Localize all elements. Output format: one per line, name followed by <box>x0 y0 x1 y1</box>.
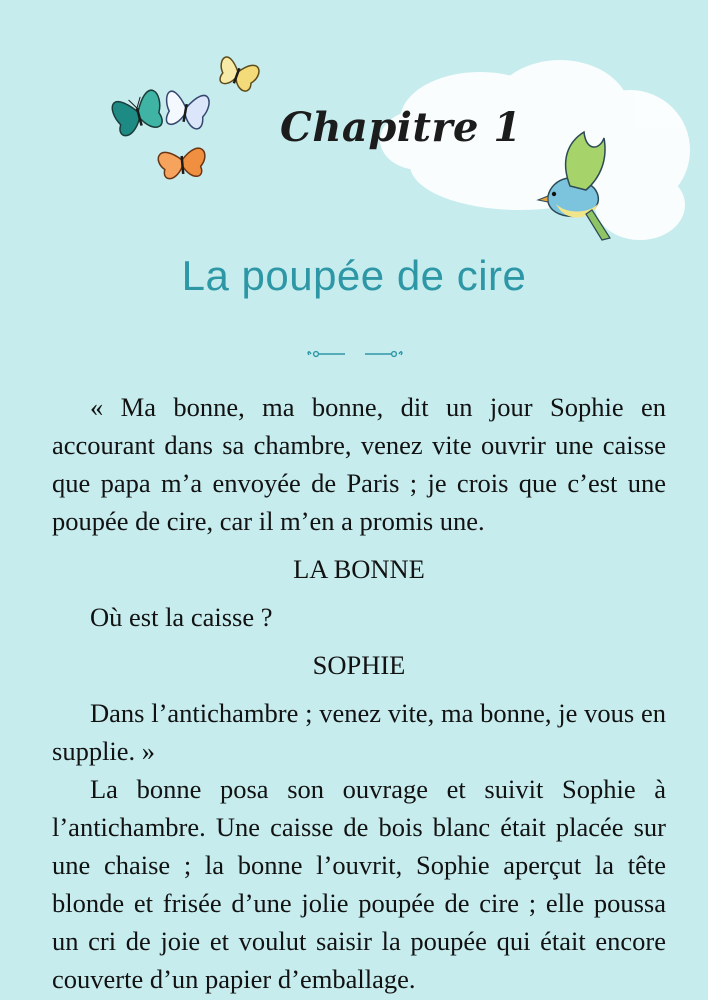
butterfly-icon <box>215 54 261 93</box>
speaker-name: LA BONNE <box>293 554 425 584</box>
butterfly-icon <box>110 89 166 138</box>
paragraph: La bonne posa son ouvrage et suivit Sophie à l’antichambre. Une caisse de bois blanc était placée sur une chaise ; la bonne l’ouvrit, Sophie aperçut la tête blonde et frisée d’une jolie poupée de cire ; elle poussa un cri de joie et voulut saisir la poupée qui était encore couverte d’un papier d’emballage. <box>52 774 666 994</box>
butterfly-icon <box>158 148 207 180</box>
paragraph: Où est la caisse ? <box>90 602 273 632</box>
paragraph: Dans l’antichambre ; venez vite, ma bonne, je vous en supplie. » <box>52 698 666 766</box>
chapter-label: Chapitre 1 <box>280 104 522 151</box>
paragraph: « Ma bonne, ma bonne, dit un jour Sophie en accourant dans sa chambre, venez vite ouvrir une caisse que papa m’a envoyée de Paris ; je crois que c’est une poupée de cire, car il m’en a promis une. <box>52 392 666 536</box>
butterfly-icon <box>162 89 210 130</box>
story-text <box>52 388 666 998</box>
chapter-title: La poupée de cire <box>181 252 527 299</box>
speaker-name: SOPHIE <box>312 650 406 680</box>
ornament-divider-icon <box>305 344 405 364</box>
